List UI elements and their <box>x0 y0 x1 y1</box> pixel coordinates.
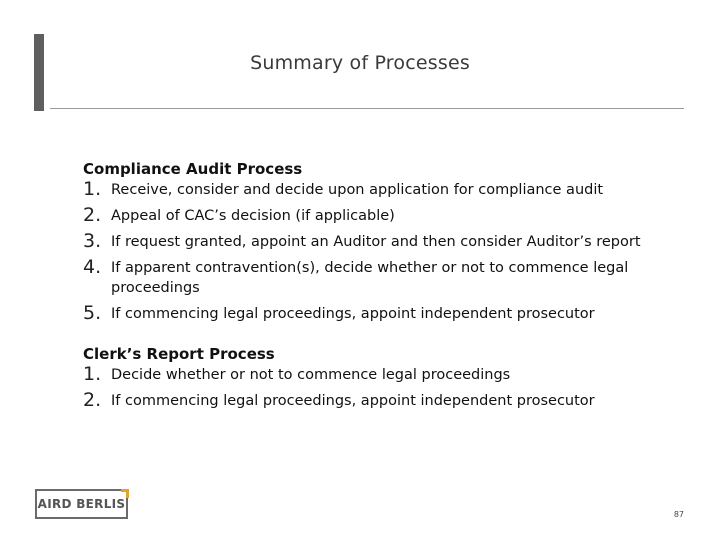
list-item <box>83 391 683 411</box>
list-item-text: If commencing legal proceedings, appoint independent prosecutor <box>111 306 595 322</box>
clerks-report-steps <box>83 365 683 411</box>
list-item-text: If commencing legal proceedings, appoint independent prosecutor <box>111 393 595 409</box>
list-item <box>83 206 683 226</box>
list-item <box>83 365 683 385</box>
list-item <box>83 304 683 324</box>
section-heading-compliance-audit: Compliance Audit Process <box>83 160 303 178</box>
section-spacer <box>83 330 683 344</box>
title-accent-bar <box>34 34 44 111</box>
page-number: 87 <box>673 510 684 519</box>
title-divider <box>50 108 684 109</box>
logo-text: AIRD BERLIS <box>37 497 126 511</box>
list-item-text: If apparent contravention(s), decide whether or not to commence legal proceedings <box>111 260 629 296</box>
list-item-text: If request granted, appoint an Auditor and then consider Auditor’s report <box>111 234 641 250</box>
list-number: 1. <box>83 178 102 200</box>
list-item <box>83 232 683 252</box>
list-number: 4. <box>83 256 102 278</box>
list-number: 1. <box>83 363 102 385</box>
list-item <box>83 258 683 298</box>
compliance-audit-steps <box>83 180 683 324</box>
list-item-text: Appeal of CAC’s decision (if applicable) <box>111 208 395 224</box>
list-item-text: Decide whether or not to commence legal proceedings <box>111 367 511 383</box>
list-number: 5. <box>83 302 102 324</box>
slide-content <box>83 159 683 417</box>
aird-berlis-logo <box>35 489 128 519</box>
list-item-text: Receive, consider and decide upon application for compliance audit <box>111 182 604 198</box>
list-number: 2. <box>83 389 102 411</box>
list-number: 3. <box>83 230 102 252</box>
logo-accent-mark-vertical <box>126 489 129 498</box>
list-number: 2. <box>83 204 102 226</box>
page-title: Summary of Processes <box>250 52 470 74</box>
section-heading-clerks-report: Clerk’s Report Process <box>83 345 275 363</box>
list-item <box>83 180 683 200</box>
